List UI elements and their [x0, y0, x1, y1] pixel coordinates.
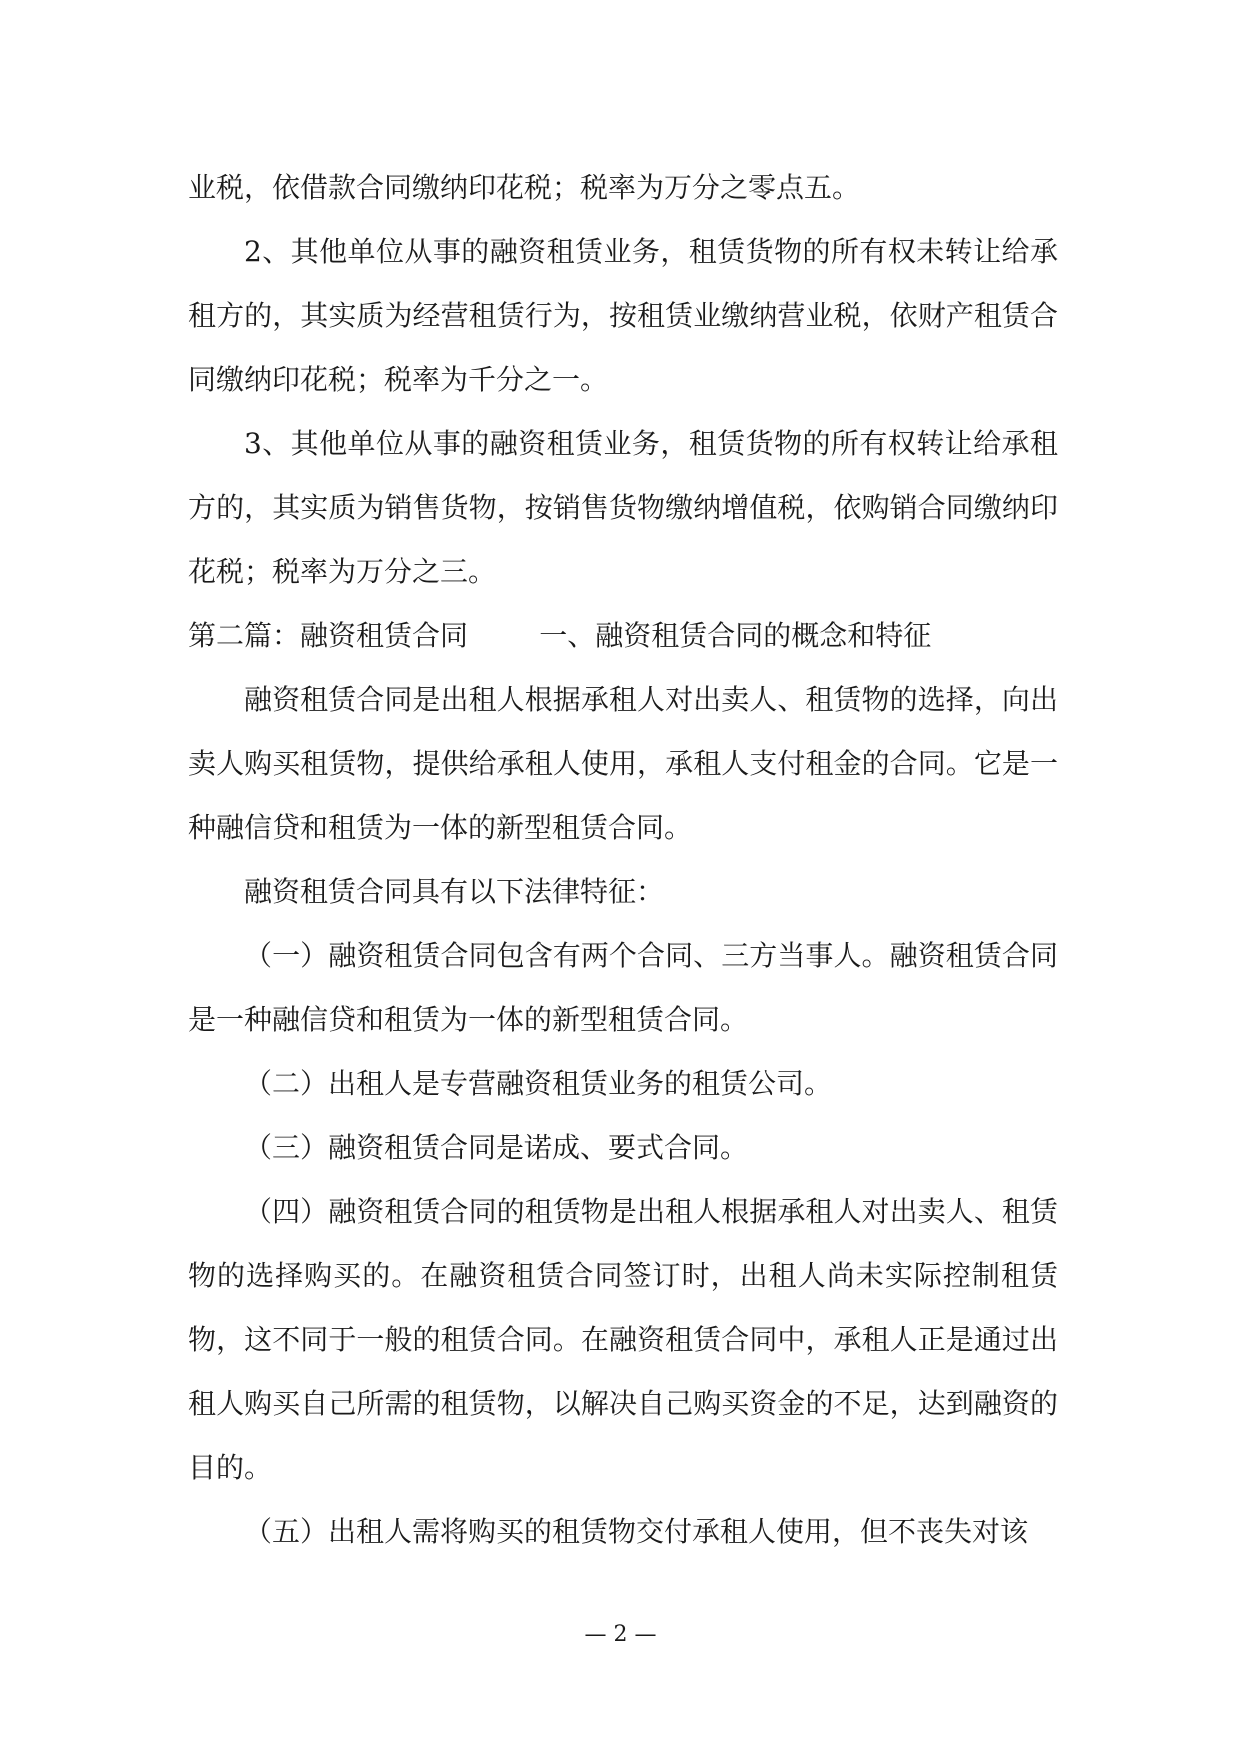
section-subtitle: 一、融资租赁合同的概念和特征: [539, 619, 932, 652]
paragraph-feature-3: （三）融资租赁合同是诺成、要式合同。: [244, 1131, 749, 1164]
paragraph-features-intro: 融资租赁合同具有以下法律特征：: [244, 875, 665, 908]
paragraph-item-3: 3、其他单位从事的融资租赁业务，租赁货物的所有权转让给承租方的，其实质为销售货物，按销售货物缴纳增值税，依购销合同缴纳印花税；税率为万分之三。: [188, 427, 1058, 588]
paragraph-feature-1: （一）融资租赁合同包含有两个合同、三方当事人。融资租赁合同是一种融信贷和租赁为一体的新型租赁合同。: [188, 939, 1058, 1036]
body-text: [188, 156, 1058, 1564]
section-title: 第二篇：融资租赁合同: [188, 619, 469, 652]
paragraph-definition: 融资租赁合同是出租人根据承租人对出卖人、租赁物的选择，向出卖人购买租赁物，提供给承租人使用，承租人支付租金的合同。它是一种融信贷和租赁为一体的新型租赁合同。: [188, 683, 1058, 844]
paragraph-feature-5: （五）出租人需将购买的租赁物交付承租人使用，但不丧失对该: [244, 1515, 1029, 1548]
section-heading: [188, 604, 1058, 668]
paragraph-item-2: 2、其他单位从事的融资租赁业务，租赁货物的所有权未转让给承租方的，其实质为经营租赁行为，按租赁业缴纳营业税，依财产租赁合同缴纳印花税；税率为千分之一。: [188, 235, 1058, 396]
page-number: — 2 —: [584, 1622, 657, 1647]
paragraph-feature-4: （四）融资租赁合同的租赁物是出租人根据承租人对出卖人、租赁物的选择购买的。在融资租赁合同签订时，出租人尚未实际控制租赁物，这不同于一般的租赁合同。在融资租赁合同中，承租人正是通过出租人购买自己所需的租赁物，以解决自己购买资金的不足，达到融资的目的。: [188, 1195, 1058, 1484]
paragraph-continued: 业税，依借款合同缴纳印花税；税率为万分之零点五。: [188, 171, 861, 204]
paragraph-feature-2: （二）出租人是专营融资租赁业务的租赁公司。: [244, 1067, 833, 1100]
